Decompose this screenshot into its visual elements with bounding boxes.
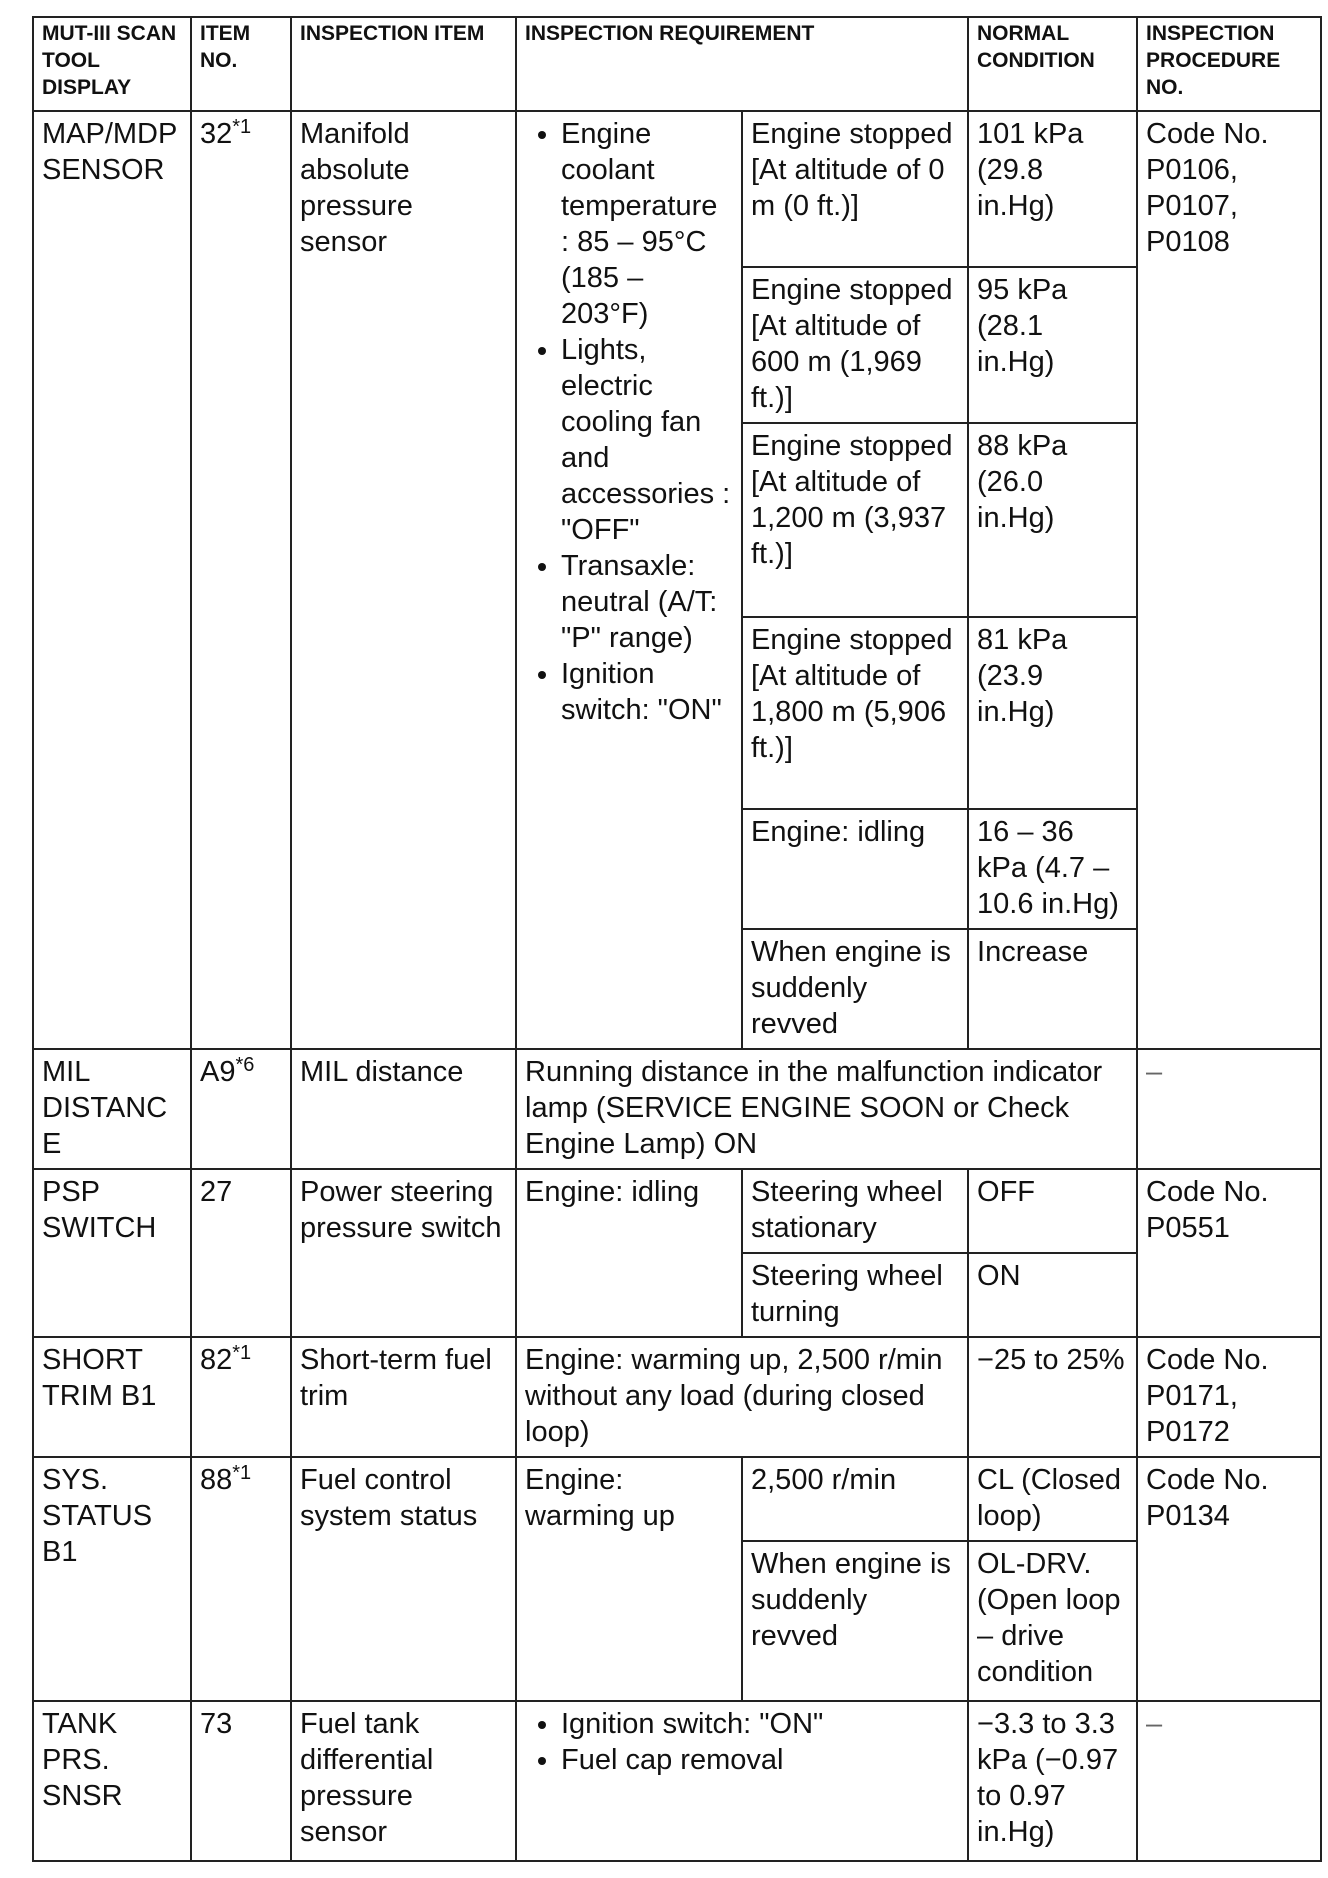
normal-condition-cell: −3.3 to 3.3 kPa (−0.97 to 0.97 in.Hg) [968, 1701, 1137, 1861]
header-inspection-requirement: INSPECTION REQUIREMENT [516, 17, 968, 111]
requirement-cell: Engine: idling [516, 1169, 742, 1337]
inspection-item-cell: Fuel control system status [291, 1457, 516, 1701]
footnote-mark: *1 [232, 1462, 252, 1484]
condition-cell: Engine stopped [At altitude of 600 m (1,969 ft.)] [742, 267, 968, 423]
header-row [33, 17, 1321, 111]
inspection-item-cell: Power steering pressure switch [291, 1169, 516, 1337]
procedure-cell: – [1137, 1701, 1321, 1861]
inspection-table [32, 16, 1322, 1862]
normal-condition-cell: Increase [968, 929, 1137, 1049]
scan-tool-display-cell: SYS. STATUS B1 [33, 1457, 191, 1701]
condition-cell: 2,500 r/min [742, 1457, 968, 1541]
item-no-cell: 27 [191, 1169, 291, 1337]
header-inspection-item: INSPECTION ITEM [291, 17, 516, 111]
procedure-cell: Code No. P0171, P0172 [1137, 1337, 1321, 1457]
item-no-cell: 82$^{*1}$ [191, 1337, 291, 1457]
list-item: • Lights, electric cooling fan and accessories : "OFF" [561, 332, 733, 548]
footnote-mark: *6 [235, 1054, 255, 1076]
requirement-cell: Running distance in the malfunction indicator lamp (SERVICE ENGINE SOON or Check Engine Lamp) ON [516, 1049, 1137, 1169]
procedure-cell: Code No. P0551 [1137, 1169, 1321, 1337]
requirement-cell: Engine: warming up [516, 1457, 742, 1701]
condition-cell: Steering wheel stationary [742, 1169, 968, 1253]
list-item: • Ignition switch: "ON" [561, 1706, 959, 1742]
requirement-list-cell [516, 1701, 968, 1861]
scan-tool-display-cell: PSP SWITCH [33, 1169, 191, 1337]
scan-tool-display-cell: MIL DISTANCE [33, 1049, 191, 1169]
normal-condition-cell: 81 kPa (23.9 in.Hg) [968, 617, 1137, 809]
normal-condition-cell: OL-DRV. (Open loop – drive condition [968, 1541, 1137, 1701]
item-no-cell: 73 [191, 1701, 291, 1861]
footnote-mark: *1 [232, 1342, 252, 1364]
header-scan-tool-display: MUT-III SCAN TOOL DISPLAY [33, 17, 191, 111]
condition-cell: Engine stopped [At altitude of 1,800 m (5,906 ft.)] [742, 617, 968, 809]
requirement-list-cell [516, 111, 742, 1049]
item-no-cell: 88$^{*1}$ [191, 1457, 291, 1701]
table-row [33, 111, 1321, 267]
table-row [33, 1457, 1321, 1541]
condition-cell: Steering wheel turning [742, 1253, 968, 1337]
list-item: • Fuel cap removal [561, 1742, 959, 1778]
header-procedure-no: INSPECTION PROCEDURE NO. [1137, 17, 1321, 111]
requirement-cell: Engine: warming up, 2,500 r/min without any load (during closed loop) [516, 1337, 968, 1457]
normal-condition-cell: −25 to 25% [968, 1337, 1137, 1457]
scan-tool-display-cell: MAP/MDP SENSOR [33, 111, 191, 1049]
footnote-mark: *1 [232, 116, 252, 138]
list-item: • Ignition switch: "ON" [561, 656, 733, 728]
header-normal-condition: NORMAL CONDITION [968, 17, 1137, 111]
inspection-item-cell: Manifold absolute pressure sensor [291, 111, 516, 1049]
condition-cell: Engine: idling [742, 809, 968, 929]
condition-cell: Engine stopped [At altitude of 1,200 m (3,937 ft.)] [742, 423, 968, 617]
inspection-item-cell: MIL distance [291, 1049, 516, 1169]
normal-condition-cell: 95 kPa (28.1 in.Hg) [968, 267, 1137, 423]
normal-condition-cell: 16 – 36 kPa (4.7 – 10.6 in.Hg) [968, 809, 1137, 929]
condition-cell: When engine is suddenly revved [742, 1541, 968, 1701]
table-row [33, 1169, 1321, 1253]
condition-cell: Engine stopped [At altitude of 0 m (0 ft.)] [742, 111, 968, 267]
procedure-cell: Code No. P0106, P0107, P0108 [1137, 111, 1321, 1049]
table-row [33, 1701, 1321, 1861]
list-item: • Engine coolant temperature : 85 – 95°C (185 – 203°F) [561, 116, 733, 332]
item-no-cell: A9$^{*6}$ [191, 1049, 291, 1169]
scan-tool-display-cell: SHORT TRIM B1 [33, 1337, 191, 1457]
normal-condition-cell: ON [968, 1253, 1137, 1337]
item-no-cell: 32$^{*1}$ [191, 111, 291, 1049]
table-row [33, 1049, 1321, 1169]
table-row [33, 1337, 1321, 1457]
condition-cell: When engine is suddenly revved [742, 929, 968, 1049]
normal-condition-cell: CL (Closed loop) [968, 1457, 1137, 1541]
inspection-item-cell: Short-term fuel trim [291, 1337, 516, 1457]
header-item-no: ITEM NO. [191, 17, 291, 111]
list-item: • Transaxle: neutral (A/T: "P" range) [561, 548, 733, 656]
procedure-cell: Code No. P0134 [1137, 1457, 1321, 1701]
normal-condition-cell: 101 kPa (29.8 in.Hg) [968, 111, 1137, 267]
normal-condition-cell: 88 kPa (26.0 in.Hg) [968, 423, 1137, 617]
normal-condition-cell: OFF [968, 1169, 1137, 1253]
procedure-cell: – [1137, 1049, 1321, 1169]
inspection-item-cell: Fuel tank differential pressure sensor [291, 1701, 516, 1861]
scan-tool-display-cell: TANK PRS. SNSR [33, 1701, 191, 1861]
